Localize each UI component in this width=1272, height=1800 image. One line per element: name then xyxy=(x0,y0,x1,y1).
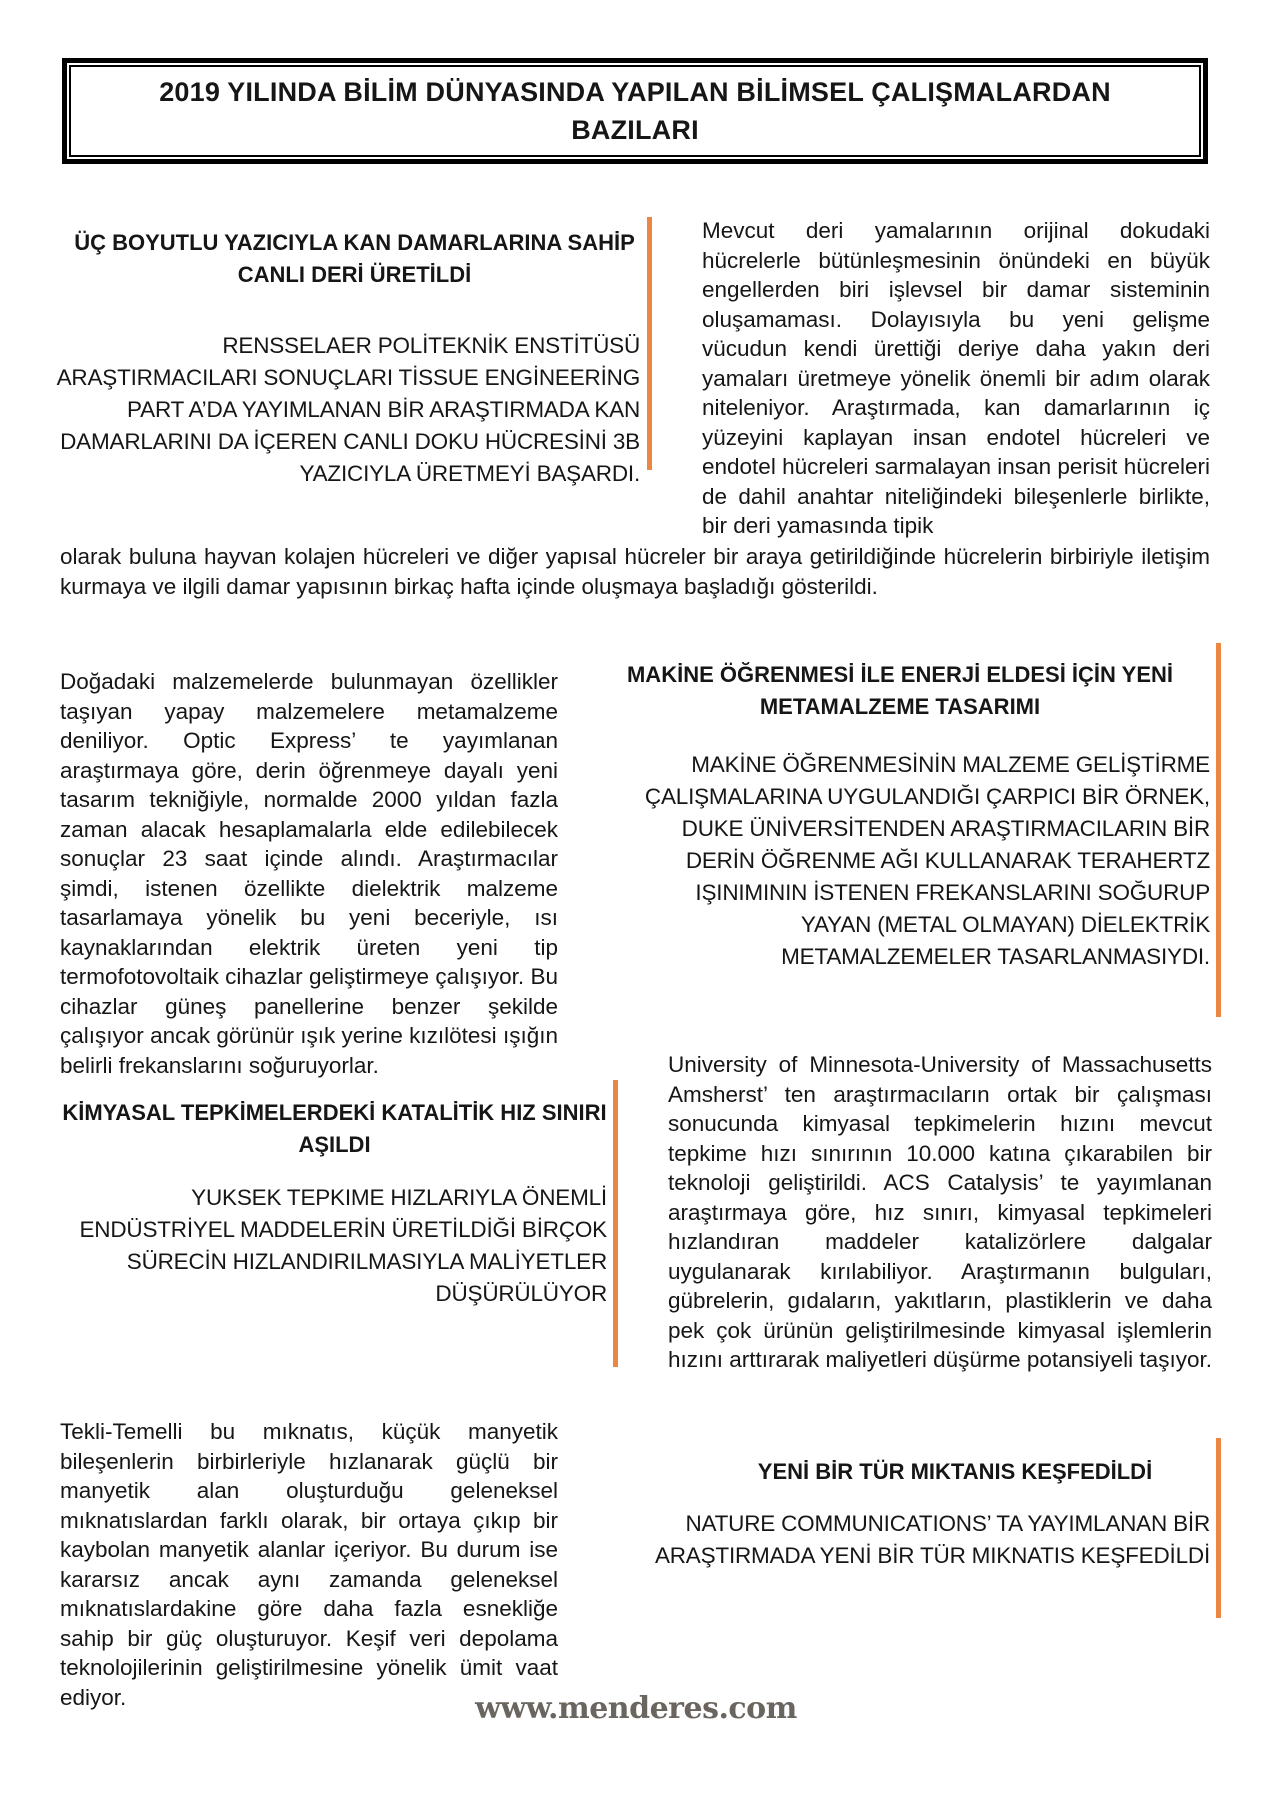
article-3-subheading: YUKSEK TEPKIME HIZLARIYLA ÖNEMLİ ENDÜSTRİYEL MADDELERİN ÜRETİLDİĞİ BİRÇOK SÜRECİN HIZLANDIRILMASIYLA MALİYETLER DÜŞÜRÜLÜYOR xyxy=(79,1185,607,1306)
article-3-heading: KİMYASAL TEPKİMELERDEKİ KATALİTİK HIZ SINIRI AŞILDI xyxy=(62,1100,607,1157)
article-1-body-continuation: olarak buluna hayvan kolajen hücreleri ve diğer yapısal hücreler bir araya getirildiğinde hücrelerin birbiriyle iletişim kurmaya ve ilgili damar yapısının birkaç hafta içinde oluşmaya başladığı gösterildi. xyxy=(60,544,1210,599)
article-1-accent-bar xyxy=(647,217,652,470)
article-1-body: Mevcut deri yamalarının orijinal dokudaki hücrelerle bütünleşmesinin önündeki en büyük engellerden biri işlevsel bir damar sisteminin oluşamaması. Dolayısıyla bu yeni gelişme vücudun kendi ürettiği deriye daha yakın deri yamaları üretmeye yönelik önemli bir adım olarak niteleniyor. Araştırmada, kan damarlarının iç yüzeyini kaplayan insan endotel hücreleri ve endotel hücreleri sarmalayan insan perisit hücreleri de dahil anahtar niteliğindeki bileşenlerle birlikte, bir deri yamasında tipik xyxy=(702,218,1210,538)
title-box xyxy=(62,58,1208,164)
article-3-body: University of Minnesota-University of Massachusetts Amsherst’ ten araştırmacıların ortak bir çalışması sonucunda kimyasal tepkimelerin hızını mevcut tepkime hızı sınırının 10.000 katına çıkarabilen bir teknoloji geliştirildi. ACS Catalysis’ te yayımlanan araştırmaya göre, hız sınırı, kimyasal tepkimeleri hızlandıran maddeler katalizörlere dalgalar uygulanarak kırılabiliyor. Araştırmanın bulguları, gübrelerin, gıdaların, yakıtların, plastiklerin ve daha pek çok ürünün geliştirilmesinde kimyasal işlemlerin hızını arttırarak maliyetleri düşürme potansiyeli taşıyor. xyxy=(668,1052,1212,1372)
title-box-inner-border xyxy=(69,65,1201,157)
article-4-body: Tekli-Temelli bu mıknatıs, küçük manyetik bileşenlerin birbirleriyle hızlanarak güçlü bir manyetik alan oluşturduğu geleneksel mıknatıslardan farklı olarak, bir ortaya çıkıp bir kaybolan manyetik alanlar içeriyor. Bu durum ise kararsız ancak aynı zamanda geleneksel mıknatıslardakine göre daha fazla esnekliğe sahip bir güç oluşturuyor. Keşif veri depolama teknolojilerinin geliştirilmesine yönelik ümit vaat ediyor. xyxy=(60,1419,558,1710)
article-2-accent-bar xyxy=(1216,643,1221,1017)
footer-url: www.menderes.com xyxy=(475,1691,797,1726)
article-4-accent-bar xyxy=(1216,1438,1221,1618)
article-2-heading: MAKİNE ÖĞRENMESİ İLE ENERJİ ELDESİ İÇİN YENİ METAMALZEME TASARIMI xyxy=(626,662,1173,719)
article-4-heading: YENİ BİR TÜR MIKTANIS KEŞFEDİLDİ xyxy=(757,1459,1153,1484)
article-1-subheading: RENSSELAER POLİTEKNİK ENSTİTÜSÜ ARAŞTIRMACILARI SONUÇLARI TİSSUE ENGİNEERİNG PART A’DA YAYIMLANAN BİR ARAŞTIRMADA KAN DAMARLARINI DA İÇEREN CANLI DOKU HÜCRESİNİ 3B YAZICIYLA ÜRETMEYİ BAŞARDI. xyxy=(56,333,640,486)
article-2-body: Doğadaki malzemelerde bulunmayan özellikler taşıyan yapay malzemelere metamalzeme deniliyor. Optic Express’ te yayımlanan araştırmaya göre, derin öğrenmeye dayalı yeni tasarım tekniğiyle, normalde 2000 yıldan fazla zaman alacak hesaplamalarla elde edilebilecek sonuçlar 23 saat içinde alındı. Araştırmacılar şimdi, istenen özellikte dielektrik malzeme tasarlamaya yönelik bu yeni beceriyle, ısı kaynaklarından elektrik üreten yeni tip termofotovoltaik cihazlar geliştirmeye çalışıyor. Bu cihazlar güneş panellerine benzer şekilde çalışıyor ancak görünür ışık yerine kızılötesi ışığın belirli frekanslarını soğuruyorlar. xyxy=(60,669,558,1078)
article-1-heading: ÜÇ BOYUTLU YAZICIYLA KAN DAMARLARINA SAHİP CANLI DERİ ÜRETİLDİ xyxy=(74,230,635,287)
page-title: 2019 YILINDA BİLİM DÜNYASINDA YAPILAN BİLİMSEL ÇALIŞMALARDAN BAZILARI xyxy=(159,77,1111,145)
article-2-subheading: MAKİNE ÖĞRENMESİNİN MALZEME GELİŞTİRME ÇALIŞMALARINA UYGULANDIĞI ÇARPICI BİR ÖRNEK, DUKE ÜNİVERSİTENDEN ARAŞTIRMACILARIN BİR DERİN ÖĞRENME AĞI KULLANARAK TERAHERTZ IŞINIMININ İSTENEN FREKANSLARINI SOĞURUP YAYAN (METAL OLMAYAN) DİELEKTRİK METAMALZEMELER TASARLANMASIYDI. xyxy=(644,752,1210,969)
article-4-subheading: NATURE COMMUNICATIONS’ TA YAYIMLANAN BİR ARAŞTIRMADA YENİ BİR TÜR MIKNATIS KEŞFEDİLDİ xyxy=(654,1511,1210,1568)
article-3-accent-bar xyxy=(613,1080,618,1367)
